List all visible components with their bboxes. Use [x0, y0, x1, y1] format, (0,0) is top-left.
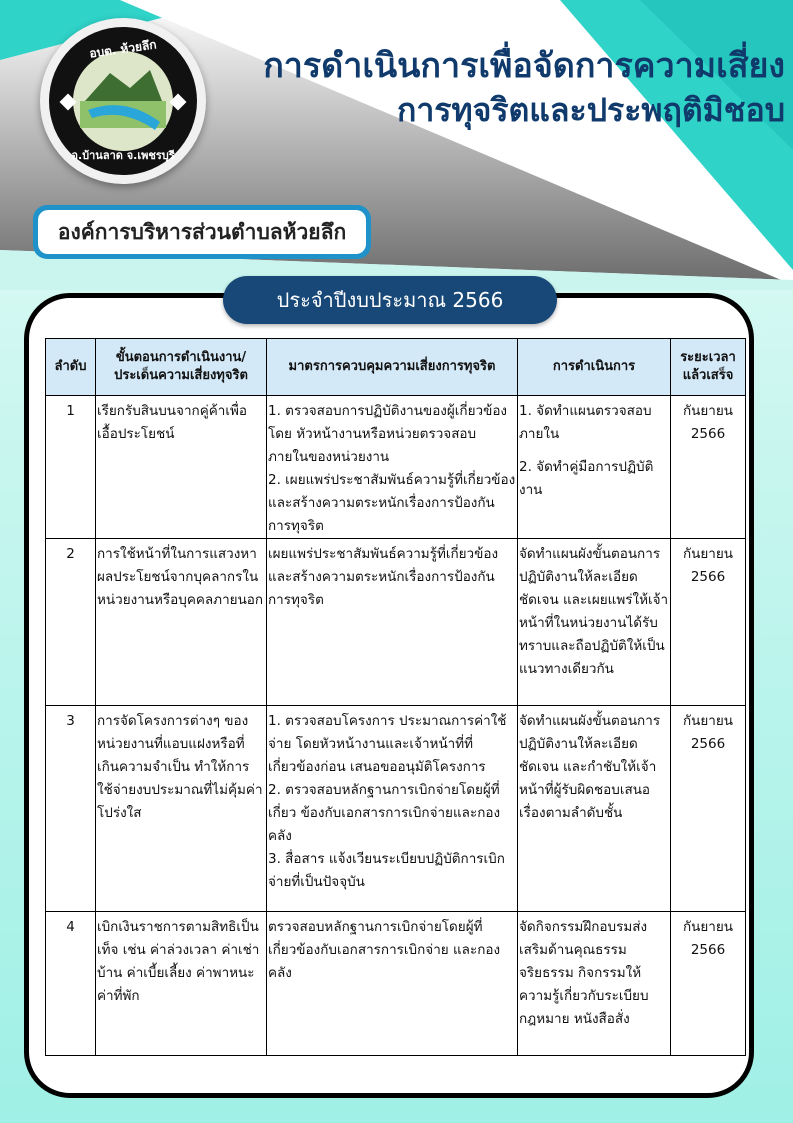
page-title-line2: การทุจริตและประพฤติมิชอบ: [396, 91, 785, 129]
row-duration: [671, 912, 746, 1056]
row-control: เผยแพร่ประชาสัมพันธ์ความรู้ที่เกี่ยวข้อง และสร้างความตระหนักเรื่องการป้องกันการทุจริต: [267, 539, 518, 706]
table-row: [46, 396, 746, 539]
logo-top-text: อบต. ห้วยลึก: [88, 37, 158, 61]
header-process-line2: ประเด็นความเสี่ยงทุจริต: [114, 368, 248, 383]
row-action: จัดทำแผนผังขั้นตอนการปฏิบัติงานให้ละเอียดชัดเจน และกำชับให้เจ้าหน้าที่ผู้รับผิดชอบเสนอเรื่องตามลำดับชั้น: [518, 706, 671, 912]
row-action-item: 2. จัดทำคู่มือการปฏิบัติงาน: [519, 459, 654, 498]
row-duration-month: กันยายน: [682, 919, 734, 935]
row-duration-month: กันยายน: [682, 403, 734, 419]
header-duration: [671, 339, 746, 396]
organization-label-box: [33, 205, 371, 259]
table-row: [46, 539, 746, 706]
row-duration-year: 2566: [690, 942, 726, 958]
row-no: 1: [46, 396, 96, 539]
header-duration-line2: แล้วเสร็จ: [682, 368, 734, 383]
row-control-item: 2. ตรวจสอบหลักฐานการเบิกจ่ายโดยผู้ที่เกี่ยว ข้องกับเอกสารการเบิกจ่ายและกองคลัง: [268, 782, 501, 844]
row-no: 2: [46, 539, 96, 706]
row-no: 3: [46, 706, 96, 912]
row-control-item: 3. สื่อสาร แจ้งเวียนระเบียบปฏิบัติการเบิกจ่ายที่เป็นปัจจุบัน: [268, 851, 505, 890]
row-duration-year: 2566: [690, 426, 726, 442]
row-duration-month: กันยายน: [682, 713, 734, 729]
row-process: การใช้หน้าที่ในการแสวงหาผลประโยชน์จากบุคลากรในหน่วยงานหรือบุคคลภายนอก: [96, 539, 267, 706]
page-title-line1: การดำเนินการเพื่อจัดการความเสี่ยง: [263, 46, 785, 86]
header-action: การดำเนินการ: [518, 339, 671, 396]
row-action: จัดกิจกรรมฝึกอบรมส่งเสริมด้านคุณธรรมจริยธรรม กิจกรรมให้ความรู้เกี่ยวกับระเบียบกฎหมาย หนังสือสั่ง: [518, 912, 671, 1056]
fiscal-year-label: ประจำปีงบประมาณ 2566: [223, 276, 557, 324]
header-process-line1: ขั้นตอนการดำเนินงาน/: [115, 350, 247, 365]
organization-name: องค์การบริหารส่วนตำบลห้วยลึก: [38, 210, 366, 254]
row-duration: [671, 539, 746, 706]
row-control-item: 2. เผยแพร่ประชาสัมพันธ์ความรู้ที่เกี่ยวข้อง และสร้างความตระหนักเรื่องการป้องกันการทุจริต: [268, 472, 516, 534]
row-duration-month: กันยายน: [682, 546, 734, 562]
row-control: ตรวจสอบหลักฐานการเบิกจ่ายโดยผู้ที่เกี่ยวข้องกับเอกสารการเบิกจ่าย และกองคลัง: [267, 912, 518, 1056]
row-action: [518, 396, 671, 539]
row-action-item: 1. จัดทำแผนตรวจสอบภายใน: [519, 403, 652, 442]
header-process: [96, 339, 267, 396]
row-process: เบิกเงินราชการตามสิทธิเป็นเท็จ เช่น ค่าล่วงเวลา ค่าเช่าบ้าน ค่าเบี้ยเลี้ยง ค่าพาหนะ ค่าที่พัก: [96, 912, 267, 1056]
table-header-row: [46, 339, 746, 396]
table-row: [46, 706, 746, 912]
header-duration-line1: ระยะเวลา: [680, 350, 736, 365]
row-process: การจัดโครงการต่างๆ ของหน่วยงานที่แอบแฝงหรือที่เกินความจำเป็น ทำให้การใช้จ่ายงบประมาณที่ไม่คุ้มค่า โปร่งใส: [96, 706, 267, 912]
row-duration: [671, 706, 746, 912]
row-control: [267, 396, 518, 539]
row-duration-year: 2566: [690, 736, 726, 752]
row-control-item: 1. ตรวจสอบการปฏิบัติงานของผู้เกี่ยวข้องโดย หัวหน้างานหรือหน่วยตรวจสอบภายในของหน่วยงาน: [268, 403, 508, 465]
organization-logo: [40, 18, 206, 184]
table-row: [46, 912, 746, 1056]
row-no: 4: [46, 912, 96, 1056]
row-duration: [671, 396, 746, 539]
row-action: จัดทำแผนผังขั้นตอนการปฏิบัติงานให้ละเอียดชัดเจน และเผยแพร่ให้เจ้า หน้าที่ในหน่วยงานได้รับทราบและถือปฏิบัติให้เป็นแนวทางเดียวกัน: [518, 539, 671, 706]
logo-bottom-text: อ.บ้านลาด จ.เพชรบุรี: [71, 149, 175, 162]
header-no: ลำดับ: [46, 339, 96, 396]
risk-table: [45, 338, 746, 1056]
row-duration-year: 2566: [690, 569, 726, 585]
row-process: เรียกรับสินบนจากคู่ค้าเพื่อเอื้อประโยชน์: [96, 396, 267, 539]
row-control-item: 1. ตรวจสอบโครงการ ประมาณการค่าใช้จ่าย โดยหัวหน้างานและเจ้าหน้าที่ที่เกี่ยวข้องก่อน เสนอขออนุมัติโครงการ: [268, 713, 507, 775]
header-control: มาตรการควบคุมความเสี่ยงการทุจริต: [267, 339, 518, 396]
row-control: [267, 706, 518, 912]
